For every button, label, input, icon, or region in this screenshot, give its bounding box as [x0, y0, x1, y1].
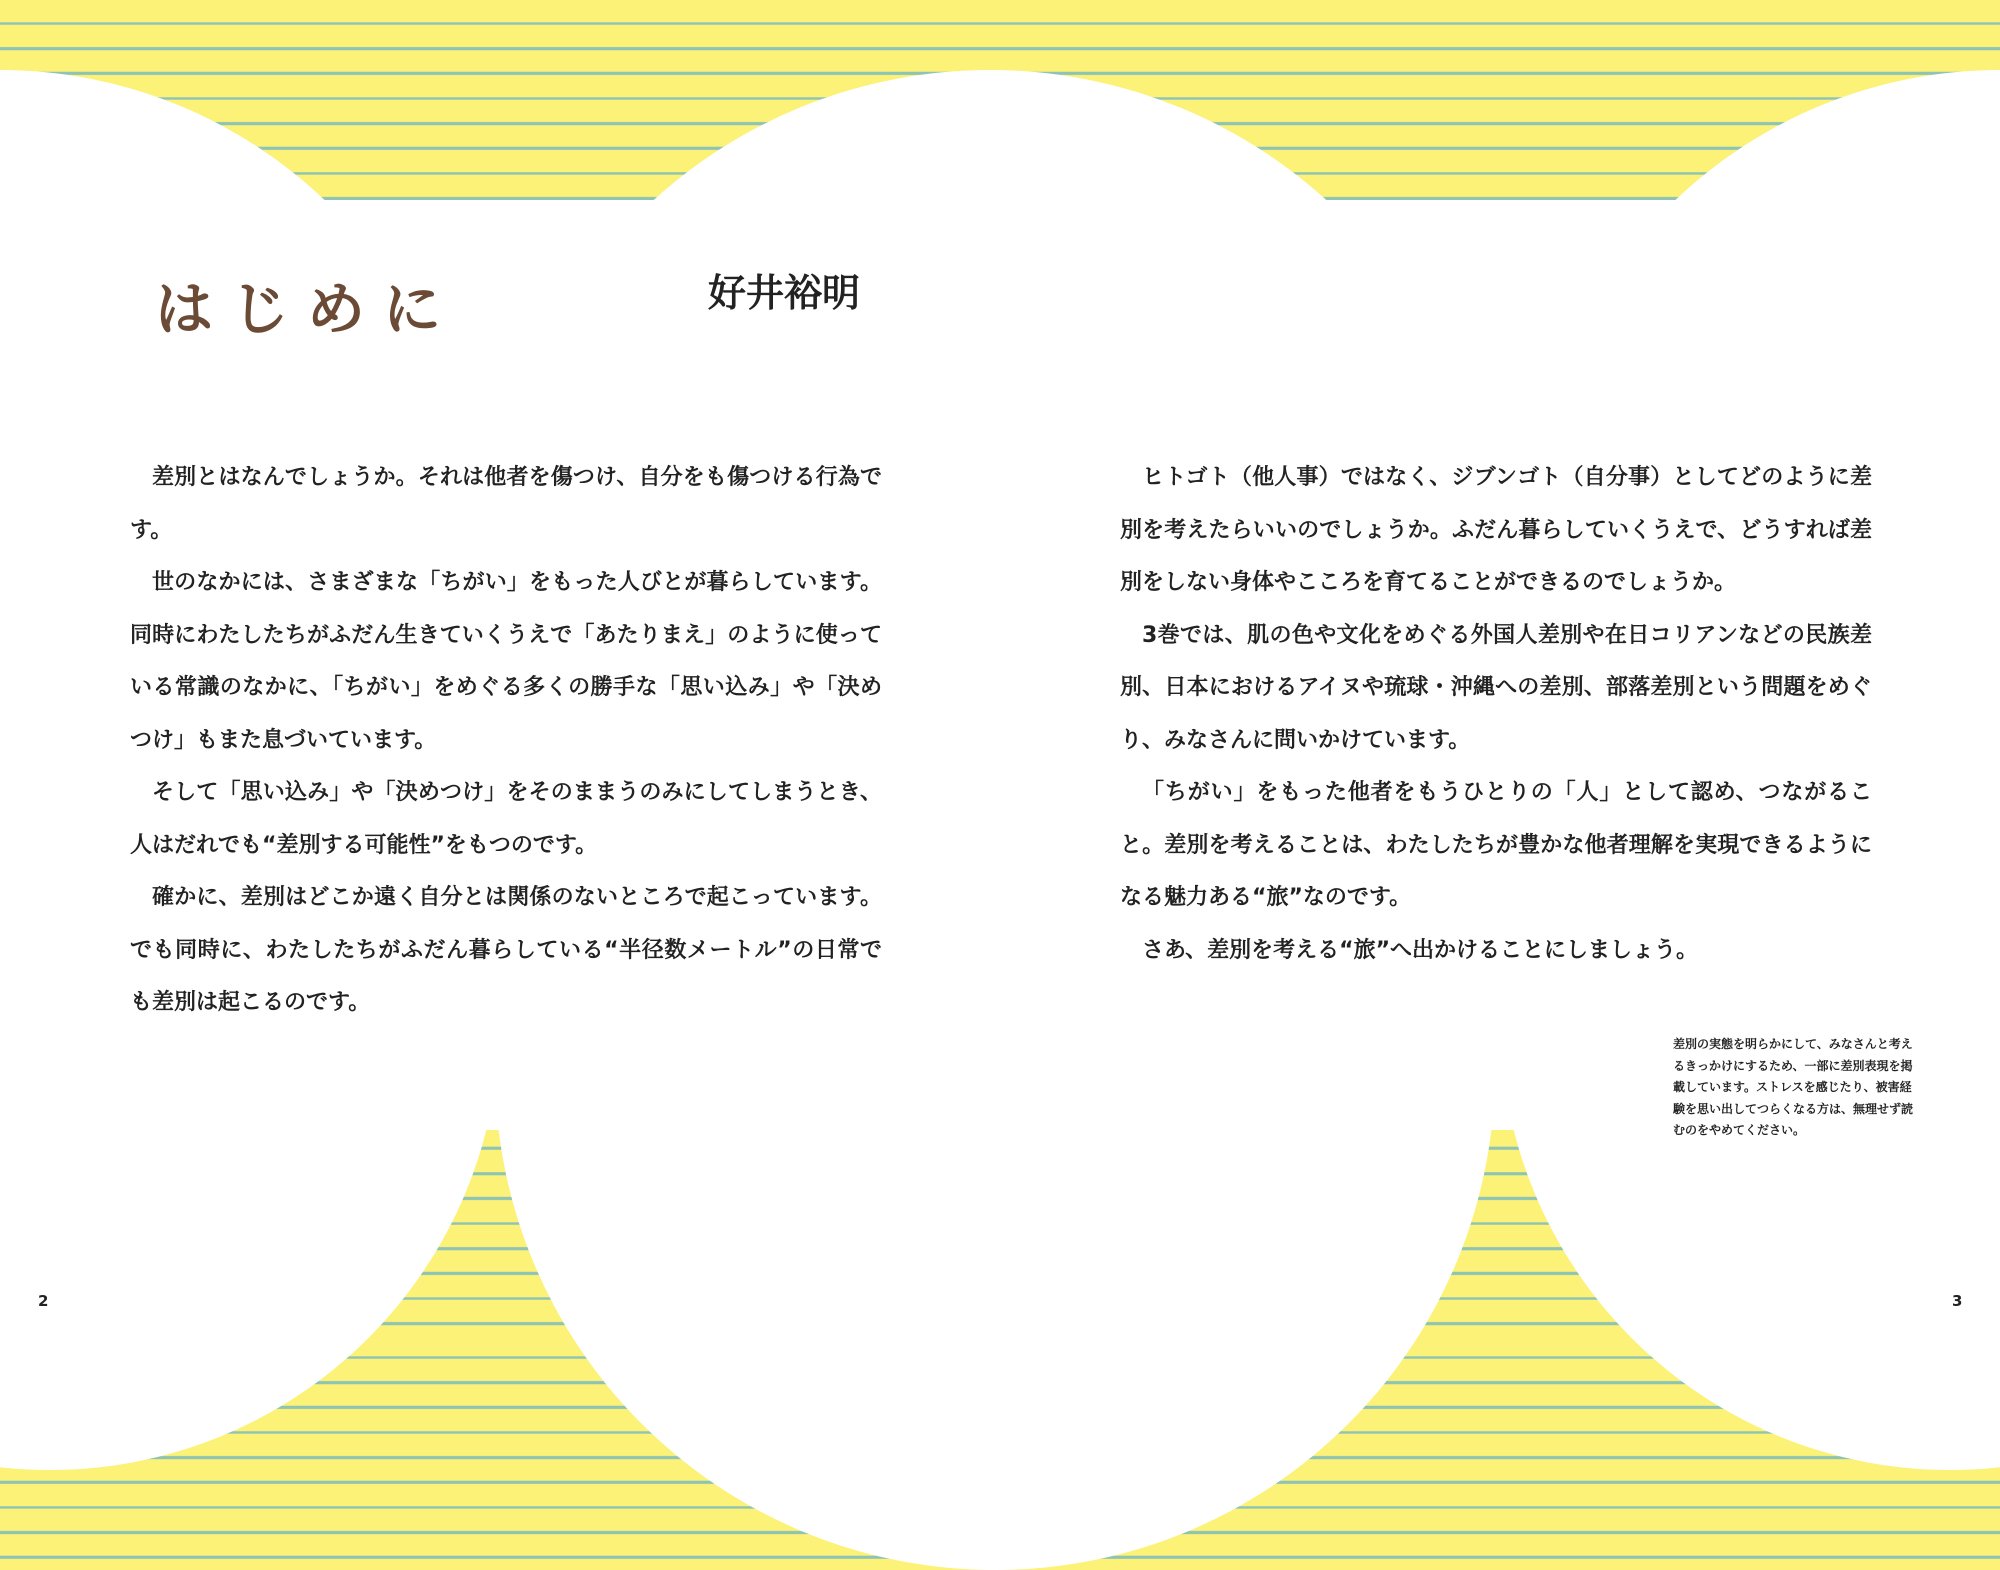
page-number-right: 3: [1952, 1292, 1963, 1310]
right-page-text: [1120, 452, 1872, 977]
paragraph: さあ、差別を考える“旅”へ出かけることにしましょう。: [1142, 937, 1699, 963]
paragraph: 「ちがい」をもった他者をもうひとりの「人」として認め、つながること。差別を考えることは、わたしたちが豊かな他者理解を実現できるようになる魅力ある“旅”なのです。: [1120, 780, 1872, 910]
content-warning-note: 差別の実態を明らかにして、みなさんと考えるきっかけにするため、一部に差別表現を掲載しています。ストレスを感じたり、被害経験を思い出してつらくなる方は、無理せず読むのをやめてください。: [1673, 1037, 1914, 1137]
paragraph: 差別とはなんでしょうか。それは他者を傷つけ、自分をも傷つける行為です。: [130, 465, 882, 543]
paragraph: ヒトゴト（他人事）ではなく、ジブンゴト（自分事）としてどのように差別を考えたらいいのでしょうか。ふだん暮らしていくうえで、どうすれば差別をしない身体やこころを育てることができるのでしょうか。: [1120, 465, 1872, 595]
left-page-text: [130, 452, 882, 1030]
author-name: 好井裕明: [708, 271, 861, 315]
page-number-left: 2: [38, 1292, 49, 1310]
paragraph: 世のなかには、さまざまな「ちがい」をもった人びとが暮らしています。同時にわたしたちがふだん生きていくうえで「あたりまえ」のように使っている常識のなかに、「ちがい」をめぐる多くの勝手な「思い込み」や「決めつけ」もまた息づいています。: [130, 570, 882, 753]
page-title: はじめに: [155, 275, 460, 343]
paragraph: そして「思い込み」や「決めつけ」をそのままうのみにしてしまうとき、人はだれでも“差別する可能性”をもつのです。: [130, 780, 882, 858]
paragraph: 3巻では、肌の色や文化をめぐる外国人差別や在日コリアンなどの民族差別、日本におけるアイヌや琉球・沖縄への差別、部落差別という問題をめぐり、みなさんに問いかけています。: [1120, 622, 1872, 753]
paragraph: 確かに、差別はどこか遠く自分とは関係のないところで起こっています。でも同時に、わたしたちがふだん暮らしている“半径数メートル”の日常でも差別は起こるのです。: [130, 885, 882, 1015]
